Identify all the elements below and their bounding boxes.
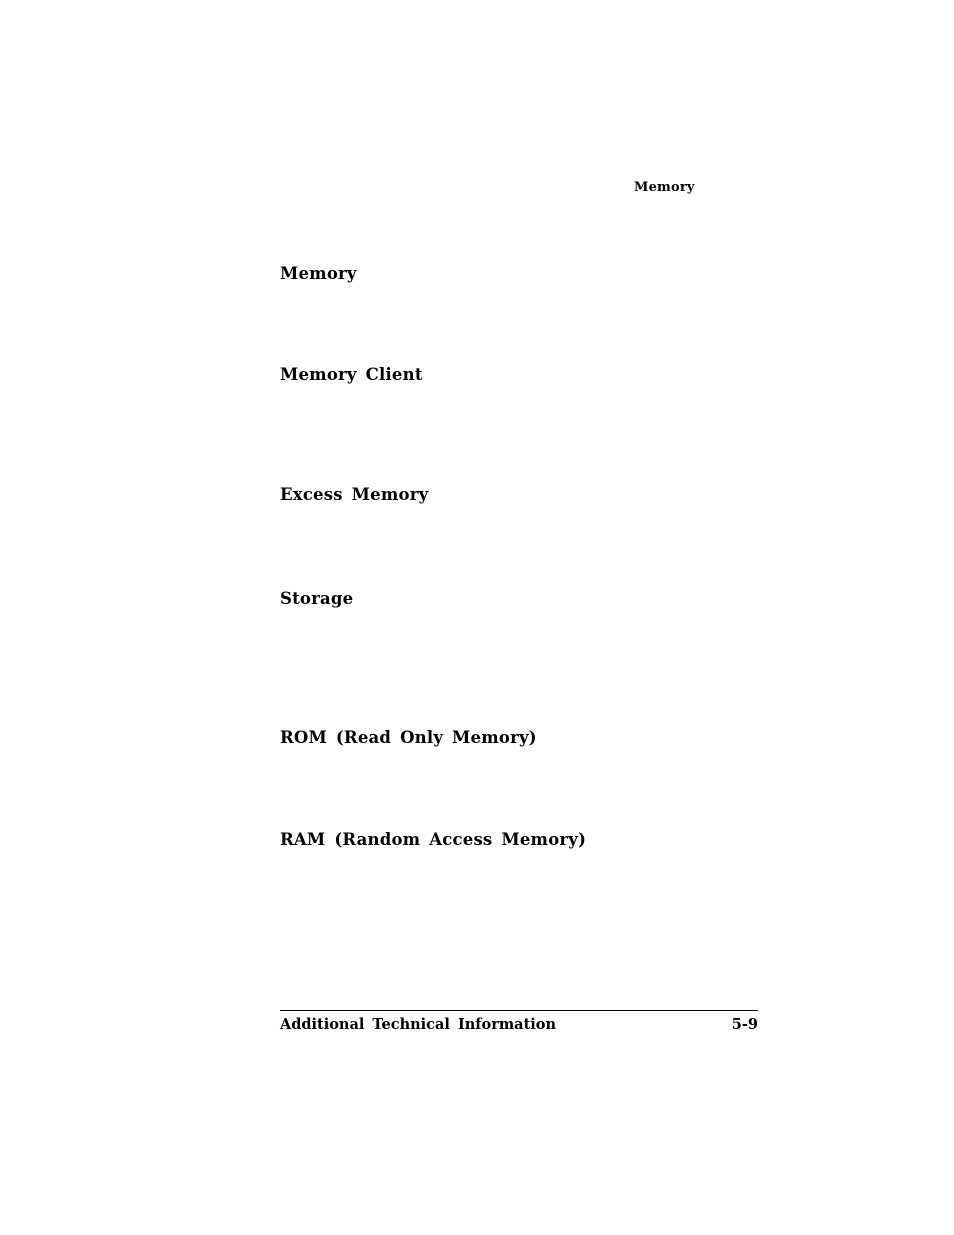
footer-chapter-title: Additional Technical Information — [280, 1016, 556, 1033]
heading-memory: Memory — [280, 264, 357, 283]
heading-excess-memory: Excess Memory — [280, 485, 429, 504]
heading-rom: ROM (Read Only Memory) — [280, 728, 537, 747]
heading-ram: RAM (Random Access Memory) — [280, 830, 587, 849]
heading-memory-client: Memory Client — [280, 365, 423, 384]
footer-divider — [280, 1010, 758, 1011]
running-head-title: Memory — [634, 180, 695, 195]
heading-storage: Storage — [280, 589, 354, 608]
footer-page-number: 5-9 — [731, 1016, 758, 1033]
